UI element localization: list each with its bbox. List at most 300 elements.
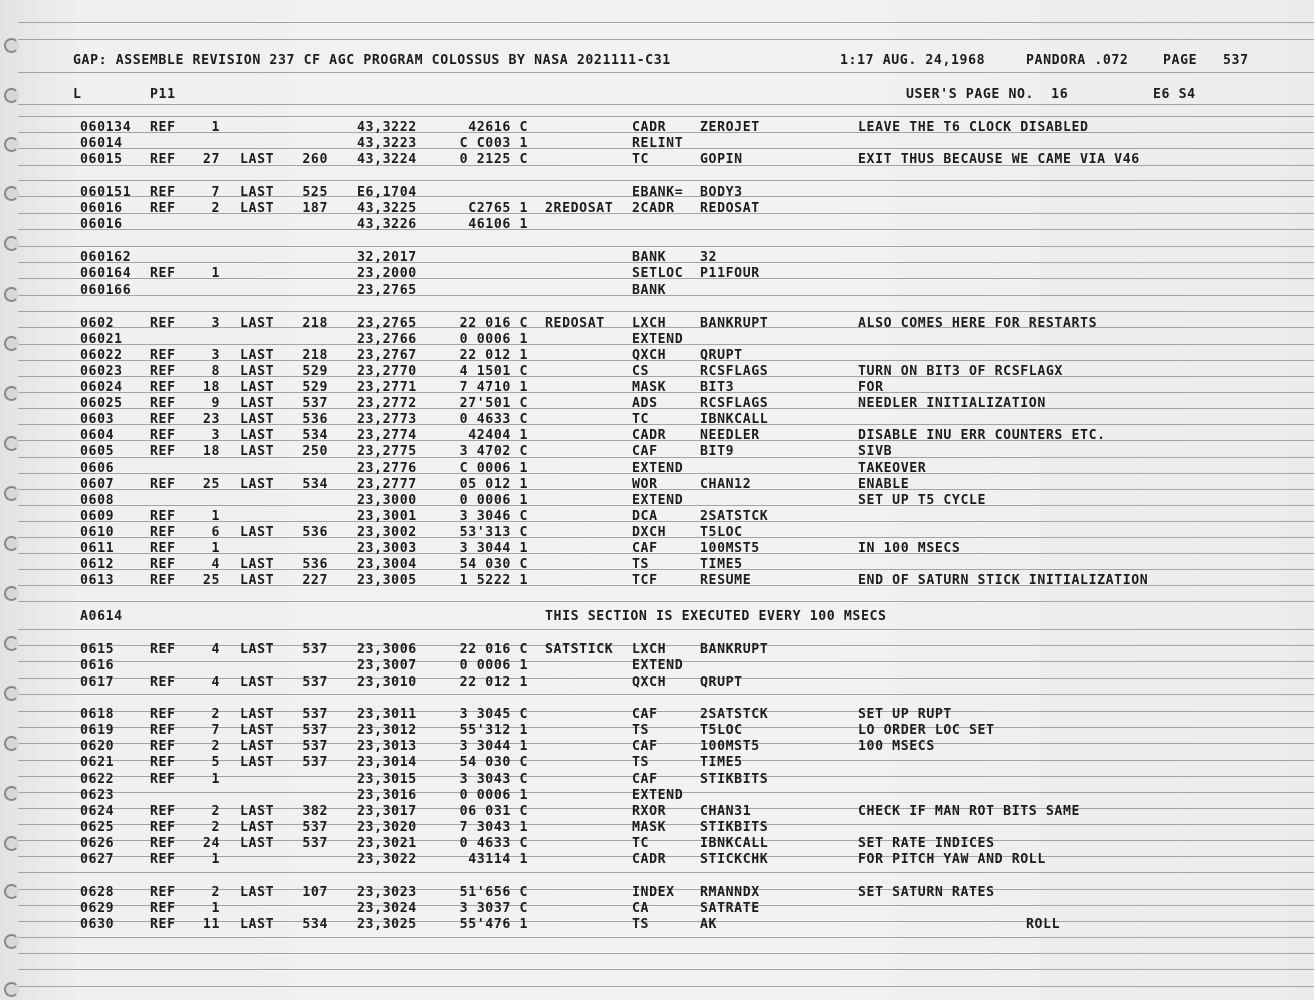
row-last: LAST [240, 755, 275, 770]
row-last-page: 260 [302, 152, 328, 167]
row-location: 06014 [80, 136, 123, 151]
row-octal-code: 22 012 1 [459, 675, 528, 690]
row-location: 060164 [80, 266, 132, 281]
row-opcode: EBANK= [632, 185, 684, 200]
row-ref: REF [150, 266, 176, 281]
row-ref: REF [150, 185, 176, 200]
row-address: 23,3017 [357, 804, 417, 819]
row-address: 23,3016 [357, 788, 417, 803]
row-opcode: CAF [632, 707, 658, 722]
row-location: 0610 [80, 525, 115, 540]
row-opcode: LXCH [632, 316, 667, 331]
row-comment: SET UP T5 CYCLE [858, 493, 987, 508]
row-address: 23,2765 [357, 316, 417, 331]
row-location: 06016 [80, 201, 123, 216]
row-address: 23,2770 [357, 364, 417, 379]
row-opcode: TS [632, 557, 650, 572]
row-operand: 2SATSTCK [700, 509, 769, 524]
row-address: 23,3023 [357, 885, 417, 900]
row-opcode: QXCH [632, 675, 667, 690]
row-ref: REF [150, 316, 176, 331]
row-ref: REF [150, 901, 176, 916]
row-address: 23,2773 [357, 412, 417, 427]
row-octal-code: 54 030 C [459, 755, 528, 770]
row-ref: REF [150, 541, 176, 556]
row-operand: AK [700, 917, 718, 932]
row-address: 23,3024 [357, 901, 417, 916]
row-location: 0602 [80, 316, 115, 331]
row-address: 43,3222 [357, 120, 417, 135]
row-octal-code: 55'312 1 [459, 723, 528, 738]
row-address: 23,2771 [357, 380, 417, 395]
row-operand: IBNKCALL [700, 412, 769, 427]
row-ref-count: 1 [211, 772, 220, 787]
row-opcode: CADR [632, 428, 667, 443]
row-opcode: MASK [632, 380, 667, 395]
row-octal-code: 3 3045 C [459, 707, 528, 722]
row-location: 0616 [80, 658, 115, 673]
row-opcode: BANK [632, 250, 667, 265]
row-last-page: 250 [302, 444, 328, 459]
row-ref-count: 2 [211, 804, 220, 819]
feed-hole [4, 436, 19, 451]
row-opcode: RELINT [632, 136, 684, 151]
row-location: 0615 [80, 642, 115, 657]
row-address: 23,2765 [357, 283, 417, 298]
subheader-section: P11 [150, 87, 176, 102]
row-address: 23,3022 [357, 852, 417, 867]
feed-hole [4, 836, 19, 851]
row-address: 23,3004 [357, 557, 417, 572]
ruled-line [18, 969, 1314, 970]
row-ref-count: 3 [211, 428, 220, 443]
row-octal-code: 42404 1 [468, 428, 528, 443]
row-last: LAST [240, 316, 275, 331]
row-comment: NEEDLER INITIALIZATION [858, 396, 1046, 411]
row-last: LAST [240, 380, 275, 395]
row-ref-count: 25 [202, 477, 220, 492]
row-comment: CHECK IF MAN ROT BITS SAME [858, 804, 1081, 819]
row-address: 23,3001 [357, 509, 417, 524]
row-octal-code: 27'501 C [459, 396, 528, 411]
row-last-page: 537 [302, 396, 328, 411]
row-location: 06022 [80, 348, 123, 363]
row-octal-code: 3 3044 1 [459, 541, 528, 556]
feed-hole [4, 386, 19, 401]
row-ref: REF [150, 477, 176, 492]
row-last: LAST [240, 444, 275, 459]
row-octal-code: 3 4702 C [459, 444, 528, 459]
row-ref: REF [150, 380, 176, 395]
row-opcode: INDEX [632, 885, 675, 900]
row-octal-code: 0 2125 C [459, 152, 528, 167]
row-address: 32,2017 [357, 250, 417, 265]
row-opcode: CAF [632, 772, 658, 787]
row-operand: IBNKCALL [700, 836, 769, 851]
row-opcode: RXOR [632, 804, 667, 819]
row-last: LAST [240, 836, 275, 851]
row-address: 23,3005 [357, 573, 417, 588]
row-ref: REF [150, 525, 176, 540]
row-comment: ENABLE [858, 477, 910, 492]
row-operand: NEEDLER [700, 428, 760, 443]
header-machine: PANDORA .072 [1026, 53, 1129, 68]
row-last: LAST [240, 739, 275, 754]
row-address: 23,3025 [357, 917, 417, 932]
row-ref-count: 4 [211, 675, 220, 690]
row-label: REDOSAT [545, 316, 605, 331]
feed-hole [4, 38, 19, 53]
row-location: 0622 [80, 772, 115, 787]
feed-hole [4, 982, 19, 997]
row-location: 0620 [80, 739, 115, 754]
row-octal-code: 0 4633 C [459, 412, 528, 427]
row-ref-count: 9 [211, 396, 220, 411]
row-opcode: EXTEND [632, 332, 684, 347]
row-last-page: 537 [302, 642, 328, 657]
row-address: 43,3225 [357, 201, 417, 216]
row-last: LAST [240, 573, 275, 588]
row-ref-count: 11 [202, 917, 220, 932]
row-ref-count: 1 [211, 509, 220, 524]
row-last-page: 187 [302, 201, 328, 216]
row-octal-code: 43114 1 [468, 852, 528, 867]
row-octal-code: 55'476 1 [459, 917, 528, 932]
row-opcode: DCA [632, 509, 658, 524]
row-address: 23,2777 [357, 477, 417, 492]
row-ref: REF [150, 201, 176, 216]
row-ref-count: 2 [211, 201, 220, 216]
row-octal-code: 22 012 1 [459, 348, 528, 363]
row-last-page: 536 [302, 557, 328, 572]
row-opcode: CAF [632, 444, 658, 459]
row-opcode: TS [632, 755, 650, 770]
row-ref: REF [150, 852, 176, 867]
row-ref-count: 1 [211, 852, 220, 867]
row-opcode: EXTEND [632, 493, 684, 508]
row-ref-count: 4 [211, 642, 220, 657]
row-location: 0605 [80, 444, 115, 459]
row-ref-count: 1 [211, 541, 220, 556]
row-last: LAST [240, 820, 275, 835]
row-opcode: TS [632, 723, 650, 738]
row-opcode: SETLOC [632, 266, 684, 281]
row-operand: P11FOUR [700, 266, 760, 281]
row-ref-count: 3 [211, 316, 220, 331]
row-octal-code: C 0006 1 [459, 461, 528, 476]
row-octal-code: 0 0006 1 [459, 332, 528, 347]
row-octal-code: 42616 C [468, 120, 528, 135]
row-comment: SET SATURN RATES [858, 885, 995, 900]
row-last-page: 218 [302, 316, 328, 331]
row-last-page: 537 [302, 707, 328, 722]
row-opcode: WOR [632, 477, 658, 492]
row-location: 0627 [80, 852, 115, 867]
row-last: LAST [240, 804, 275, 819]
row-last: LAST [240, 364, 275, 379]
row-last: LAST [240, 642, 275, 657]
row-location: 060134 [80, 120, 132, 135]
row-octal-code: C C003 1 [459, 136, 528, 151]
row-location: 06024 [80, 380, 123, 395]
row-comment: FOR [858, 380, 884, 395]
row-last: LAST [240, 152, 275, 167]
ruled-line [18, 601, 1314, 602]
row-label: THIS SECTION IS EXECUTED EVERY 100 MSECS [545, 609, 887, 624]
row-address: 23,2776 [357, 461, 417, 476]
ruled-line [18, 694, 1314, 695]
ruled-line [18, 872, 1314, 873]
row-octal-code: 54 030 C [459, 557, 528, 572]
header-line [0, 53, 1249, 69]
row-operand: CHAN31 [700, 804, 752, 819]
row-ref-count: 7 [211, 185, 220, 200]
row-last-page: 536 [302, 525, 328, 540]
row-ref-count: 2 [211, 707, 220, 722]
row-label: SATSTICK [545, 642, 614, 657]
row-location: 0608 [80, 493, 115, 508]
row-ref: REF [150, 364, 176, 379]
row-location: 0624 [80, 804, 115, 819]
row-ref: REF [150, 836, 176, 851]
row-octal-code: 51'656 C [459, 885, 528, 900]
row-opcode: CADR [632, 852, 667, 867]
row-location: 0611 [80, 541, 115, 556]
row-ref: REF [150, 557, 176, 572]
row-address: 23,2774 [357, 428, 417, 443]
row-ref: REF [150, 723, 176, 738]
row-opcode: TC [632, 412, 650, 427]
row-operand: T5LOC [700, 525, 743, 540]
row-location: 0625 [80, 820, 115, 835]
row-operand: BIT3 [700, 380, 735, 395]
row-ref: REF [150, 772, 176, 787]
row-ref: REF [150, 755, 176, 770]
row-last-page: 382 [302, 804, 328, 819]
ruled-line [18, 39, 1314, 40]
row-address: 23,3007 [357, 658, 417, 673]
row-comment: SET RATE INDICES [858, 836, 995, 851]
row-address: 43,3224 [357, 152, 417, 167]
row-last-page: 227 [302, 573, 328, 588]
row-address: 23,2772 [357, 396, 417, 411]
row-location: 0619 [80, 723, 115, 738]
row-last: LAST [240, 396, 275, 411]
row-address: 23,3003 [357, 541, 417, 556]
ruled-line [18, 180, 1314, 181]
row-address: 23,2767 [357, 348, 417, 363]
row-location: 0629 [80, 901, 115, 916]
row-location: 06025 [80, 396, 123, 411]
row-operand: STIKBITS [700, 820, 769, 835]
row-last: LAST [240, 917, 275, 932]
row-opcode: EXTEND [632, 658, 684, 673]
row-comment: IN 100 MSECS [858, 541, 961, 556]
row-opcode: MASK [632, 820, 667, 835]
row-operand: REDOSAT [700, 201, 760, 216]
row-last-page: 529 [302, 380, 328, 395]
header-page-number: 537 [1223, 53, 1249, 68]
ruled-line [18, 22, 1314, 23]
row-ref-count: 2 [211, 739, 220, 754]
row-address: 23,3021 [357, 836, 417, 851]
row-last-page: 534 [302, 477, 328, 492]
ruled-line [18, 72, 1314, 73]
row-last: LAST [240, 185, 275, 200]
ruled-line [18, 116, 1314, 117]
row-location: 06021 [80, 332, 123, 347]
row-octal-code: 0 0006 1 [459, 788, 528, 803]
row-opcode: CA [632, 901, 650, 916]
subheader-left: L [73, 87, 82, 102]
feed-hole [4, 686, 19, 701]
feed-hole [4, 736, 19, 751]
row-last-page: 537 [302, 755, 328, 770]
feed-hole [4, 287, 19, 302]
row-operand: ZEROJET [700, 120, 760, 135]
row-operand: 100MST5 [700, 541, 760, 556]
row-opcode: BANK [632, 283, 667, 298]
feed-hole [4, 236, 19, 251]
row-ref: REF [150, 885, 176, 900]
row-address: 23,3011 [357, 707, 417, 722]
feed-hole [4, 786, 19, 801]
row-ref: REF [150, 820, 176, 835]
row-last-page: 537 [302, 820, 328, 835]
row-ref: REF [150, 348, 176, 363]
header-time-date: 1:17 AUG. 24,1968 [840, 53, 986, 68]
row-ref-count: 23 [202, 412, 220, 427]
subheader-line [0, 87, 1196, 103]
row-octal-code: 3 3037 C [459, 901, 528, 916]
row-operand: BODY3 [700, 185, 743, 200]
row-operand: 100MST5 [700, 739, 760, 754]
row-last-page: 529 [302, 364, 328, 379]
row-opcode: 2CADR [632, 201, 675, 216]
row-octal-code: 3 3043 C [459, 772, 528, 787]
row-ref: REF [150, 804, 176, 819]
row-operand: BANKRUPT [700, 316, 769, 331]
row-address: 23,2775 [357, 444, 417, 459]
row-address: 23,3000 [357, 493, 417, 508]
row-location: 0604 [80, 428, 115, 443]
row-location: 06016 [80, 217, 123, 232]
row-comment: LEAVE THE T6 CLOCK DISABLED [858, 120, 1089, 135]
row-address: 43,3223 [357, 136, 417, 151]
row-operand: RMANNDX [700, 885, 760, 900]
row-ref: REF [150, 707, 176, 722]
row-location: 0630 [80, 917, 115, 932]
row-ref-count: 8 [211, 364, 220, 379]
row-operand: TIME5 [700, 557, 743, 572]
row-last-page: 525 [302, 185, 328, 200]
row-ref: REF [150, 509, 176, 524]
row-opcode: EXTEND [632, 461, 684, 476]
feed-hole [4, 186, 19, 201]
row-last: LAST [240, 201, 275, 216]
row-opcode: TC [632, 152, 650, 167]
row-location: 060162 [80, 250, 132, 265]
row-operand: GOPIN [700, 152, 743, 167]
row-last-page: 534 [302, 428, 328, 443]
row-location: 0609 [80, 509, 115, 524]
ruled-line [18, 937, 1314, 938]
row-ref-count: 24 [202, 836, 220, 851]
row-octal-code: 06 031 C [459, 804, 528, 819]
row-location: 0621 [80, 755, 115, 770]
row-operand: 2SATSTCK [700, 707, 769, 722]
row-octal-code: 7 3043 1 [459, 820, 528, 835]
row-operand: T5LOC [700, 723, 743, 738]
row-opcode: CAF [632, 739, 658, 754]
row-operand: TIME5 [700, 755, 743, 770]
row-location: 0606 [80, 461, 115, 476]
row-ref-count: 6 [211, 525, 220, 540]
row-operand: BIT9 [700, 444, 735, 459]
row-location: 0618 [80, 707, 115, 722]
ruled-line [18, 953, 1314, 954]
row-ref: REF [150, 120, 176, 135]
row-last-page: 218 [302, 348, 328, 363]
row-ref-count: 18 [202, 380, 220, 395]
row-location: 0628 [80, 885, 115, 900]
row-opcode: TCF [632, 573, 658, 588]
row-last: LAST [240, 723, 275, 738]
row-location: 0626 [80, 836, 115, 851]
feed-hole [4, 486, 19, 501]
row-ref: REF [150, 396, 176, 411]
row-address: 23,3006 [357, 642, 417, 657]
ruled-line [18, 311, 1314, 312]
row-comment: ALSO COMES HERE FOR RESTARTS [858, 316, 1098, 331]
row-location: 060166 [80, 283, 132, 298]
row-octal-code: 0 0006 1 [459, 493, 528, 508]
row-address: E6,1704 [357, 185, 417, 200]
row-octal-code: 0 4633 C [459, 836, 528, 851]
row-operand: 32 [700, 250, 718, 265]
row-last: LAST [240, 428, 275, 443]
row-opcode: TC [632, 836, 650, 851]
row-comment: SET UP RUPT [858, 707, 952, 722]
row-last-page: 537 [302, 675, 328, 690]
row-operand: QRUPT [700, 348, 743, 363]
row-address: 23,3010 [357, 675, 417, 690]
row-location: 06015 [80, 152, 123, 167]
row-octal-code: 4 1501 C [459, 364, 528, 379]
row-operand: RESUME [700, 573, 752, 588]
row-opcode: TS [632, 917, 650, 932]
row-octal-code: C2765 1 [468, 201, 528, 216]
row-location: 0623 [80, 788, 115, 803]
subheader-code: E6 S4 [1153, 87, 1196, 102]
ruled-line [18, 104, 1314, 105]
row-ref-count: 18 [202, 444, 220, 459]
row-ref: REF [150, 675, 176, 690]
row-octal-code: 22 016 C [459, 316, 528, 331]
row-comment: DISABLE INU ERR COUNTERS ETC. [858, 428, 1106, 443]
row-location: 0603 [80, 412, 115, 427]
row-address: 23,3002 [357, 525, 417, 540]
row-ref: REF [150, 739, 176, 754]
row-ref: REF [150, 444, 176, 459]
row-address: 23,3015 [357, 772, 417, 787]
row-opcode: CAF [632, 541, 658, 556]
row-opcode: EXTEND [632, 788, 684, 803]
feed-hole [4, 884, 19, 899]
ruled-line [18, 986, 1314, 987]
row-ref-count: 1 [211, 266, 220, 281]
row-ref-count: 2 [211, 820, 220, 835]
